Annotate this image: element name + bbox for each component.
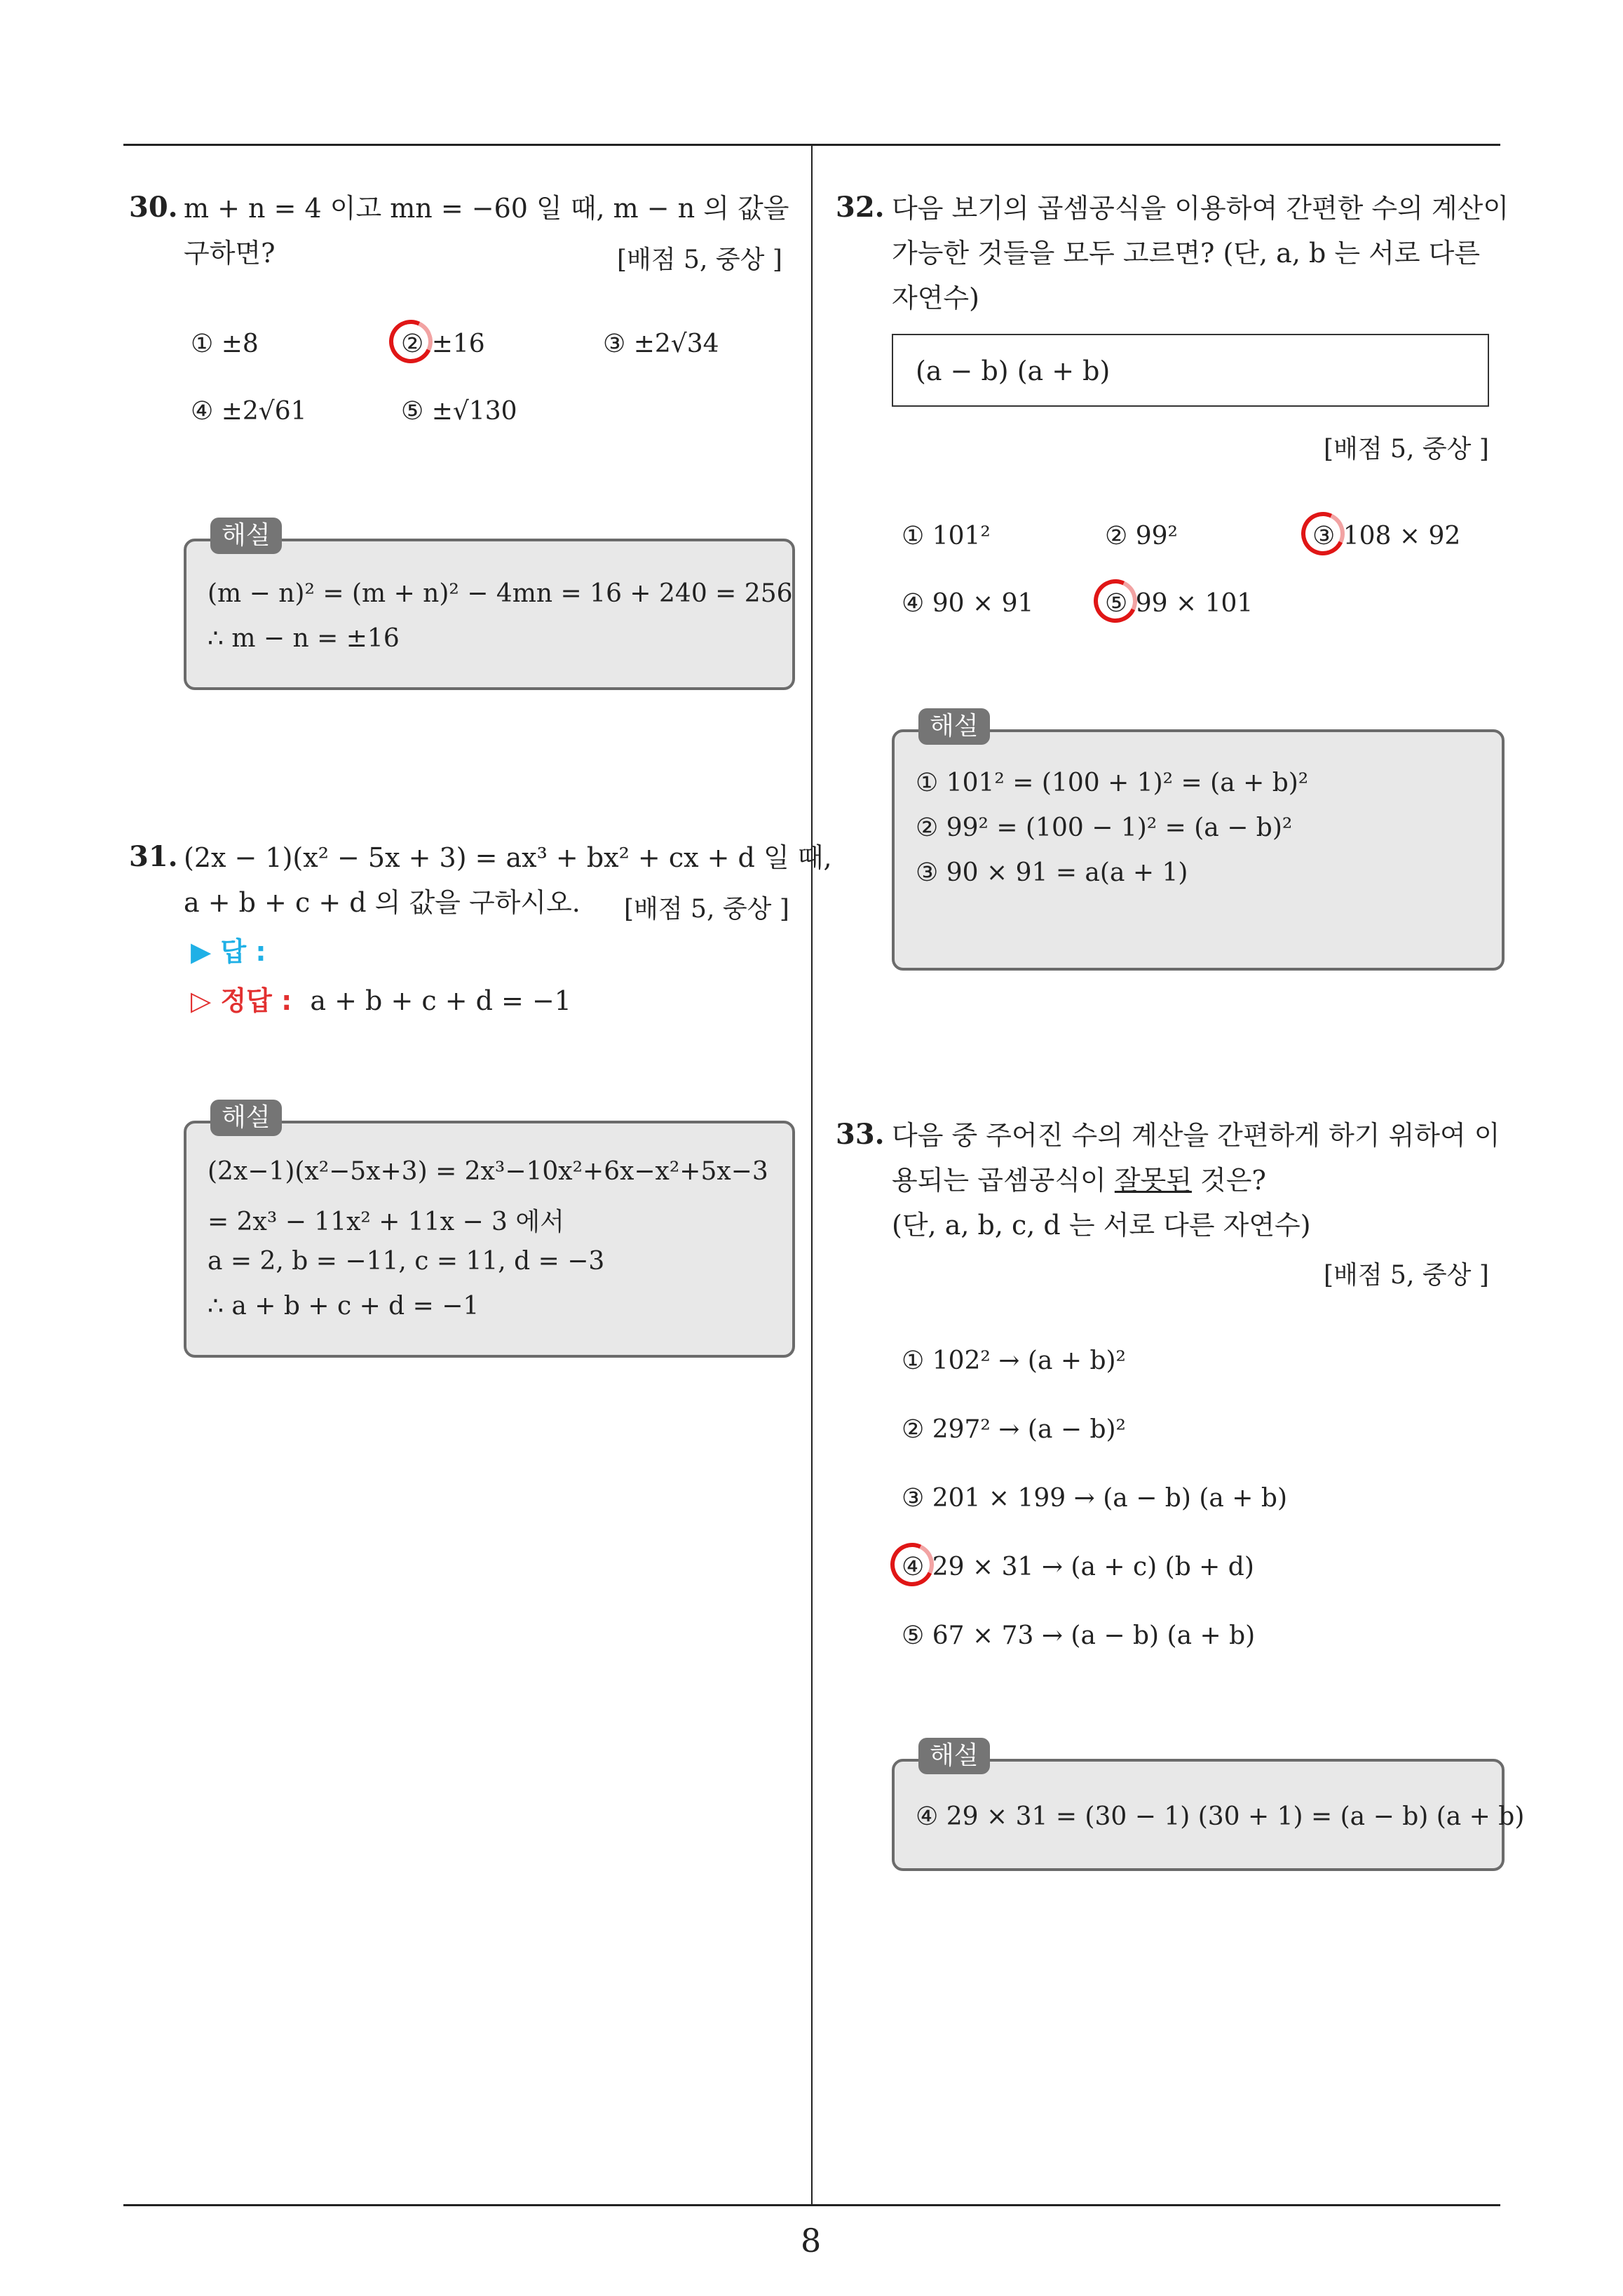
q33-option-3[interactable]: ③ 201 × 199 → (a − b) (a + b)	[902, 1484, 1287, 1513]
q32-explanation-line1: ① 101² = (100 + 1)² = (a + b)²	[916, 769, 1309, 797]
q31-explanation-box	[184, 1121, 795, 1358]
q32-option-2[interactable]: ② 99²	[1105, 522, 1178, 551]
q30-option-1[interactable]: ① ±8	[191, 330, 259, 358]
q32-explanation-tag: 해설	[918, 708, 990, 745]
q30-option-4[interactable]: ④ ±2√61	[191, 397, 307, 426]
q33-number: 33.	[836, 1118, 885, 1151]
q30-selected-mark	[383, 313, 438, 369]
q32-explanation-line2: ② 99² = (100 − 1)² = (a − b)²	[916, 813, 1293, 842]
q31-score: [배점 5, 중상 ]	[624, 895, 789, 924]
q33-selected-mark	[884, 1537, 939, 1592]
q30-explanation-tag: 해설	[210, 518, 282, 554]
q32-option-4[interactable]: ④ 90 × 91	[902, 589, 1034, 618]
q32-option-1[interactable]: ① 101²	[902, 522, 991, 551]
q33-stem-line2	[892, 1167, 1266, 1194]
q33-score: [배점 5, 중상 ]	[1324, 1261, 1489, 1290]
q32-explanation-box	[892, 729, 1505, 971]
q32-explanation-line3: ③ 90 × 91 = a(a + 1)	[916, 858, 1188, 887]
q32-stem-line2: 가능한 것들을 모두 고르면? (단, a, b 는 서로 다른	[892, 238, 1481, 269]
q32-selected-mark-3	[1295, 506, 1350, 561]
q33-explanation-line1: ④ 29 × 31 = (30 − 1) (30 + 1) = (a − b) (a + b)	[916, 1802, 1525, 1831]
q32-score: [배점 5, 중상 ]	[1324, 435, 1489, 464]
q31-explanation-line4: ∴ a + b + c + d = −1	[208, 1292, 480, 1321]
bottom-rule	[123, 2204, 1500, 2206]
q31-explanation-line2: = 2x³ − 11x² + 11x − 3 에서	[208, 1208, 564, 1236]
q30-explanation-box	[184, 539, 795, 690]
q33-option-2[interactable]: ② 297² → (a − b)²	[902, 1415, 1126, 1444]
q31-stem-line1: (2x − 1)(x² − 5x + 3) = ax³ + bx² + cx + d 일 때,	[184, 842, 832, 873]
q33-stem-line3: (단, a, b, c, d 는 서로 다른 자연수)	[892, 1210, 1311, 1241]
q33-stem-line2-b: 것은?	[1191, 1165, 1266, 1196]
q32-option-3[interactable]: ③ 108 × 92	[1312, 522, 1461, 551]
q33-explanation-tag: 해설	[918, 1738, 990, 1774]
q31-correct-value: a + b + c + d = −1	[310, 985, 571, 1016]
q32-option-5[interactable]: ⑤ 99 × 101	[1105, 589, 1254, 618]
q31-explanation-line3: a = 2, b = −11, c = 11, d = −3	[208, 1247, 605, 1276]
q31-correct-label: ▷ 정답 :	[191, 985, 292, 1016]
q33-option-1[interactable]: ① 102² → (a + b)²	[902, 1346, 1126, 1375]
q30-option-2[interactable]: ② ±16	[401, 330, 485, 358]
q33-stem-line1: 다음 중 주어진 수의 계산을 간편하게 하기 위하여 이	[892, 1120, 1500, 1151]
q32-stem-line1: 다음 보기의 곱셈공식을 이용하여 간편한 수의 계산이	[892, 193, 1509, 224]
q30-score: [배점 5, 중상 ]	[617, 245, 782, 274]
q33-stem-line2-a: 용되는 곱셈공식이	[892, 1165, 1115, 1196]
column-divider	[811, 144, 813, 2206]
q30-option-3[interactable]: ③ ±2√34	[603, 330, 719, 358]
q30-explanation-line2: ∴ m − n = ±16	[208, 624, 400, 653]
q30-stem-line2: 구하면?	[184, 238, 276, 269]
q31-number: 31.	[129, 840, 178, 873]
q31-answer-label: ▶ 답 :	[191, 936, 266, 967]
q33-option-5[interactable]: ⑤ 67 × 73 → (a − b) (a + b)	[902, 1621, 1256, 1650]
q31-stem-line2: a + b + c + d 의 값을 구하시오.	[184, 887, 580, 918]
page-number: 8	[801, 2222, 822, 2260]
q31-explanation-tag: 해설	[210, 1100, 282, 1136]
q32-selected-mark-5	[1087, 573, 1143, 628]
q30-stem-line1: m + n = 4 이고 mn = −60 일 때, m − n 의 값을	[184, 193, 789, 224]
q32-stem-line3: 자연수)	[892, 283, 979, 313]
q31-correct-row	[191, 987, 571, 1014]
q32-formula: (a − b) (a + b)	[916, 356, 1111, 386]
q30-number: 30.	[129, 191, 178, 224]
q33-option-4[interactable]: ④ 29 × 31 → (a + c) (b + d)	[902, 1553, 1254, 1581]
q33-stem-underlined: 잘못된	[1114, 1165, 1192, 1196]
q30-explanation-line1: (m − n)² = (m + n)² − 4mn = 16 + 240 = 256	[208, 579, 793, 608]
q30-option-5[interactable]: ⑤ ±√130	[401, 397, 517, 426]
q32-number: 32.	[836, 191, 885, 224]
q31-explanation-line1: (2x−1)(x²−5x+3) = 2x³−10x²+6x−x²+5x−3	[208, 1157, 768, 1186]
